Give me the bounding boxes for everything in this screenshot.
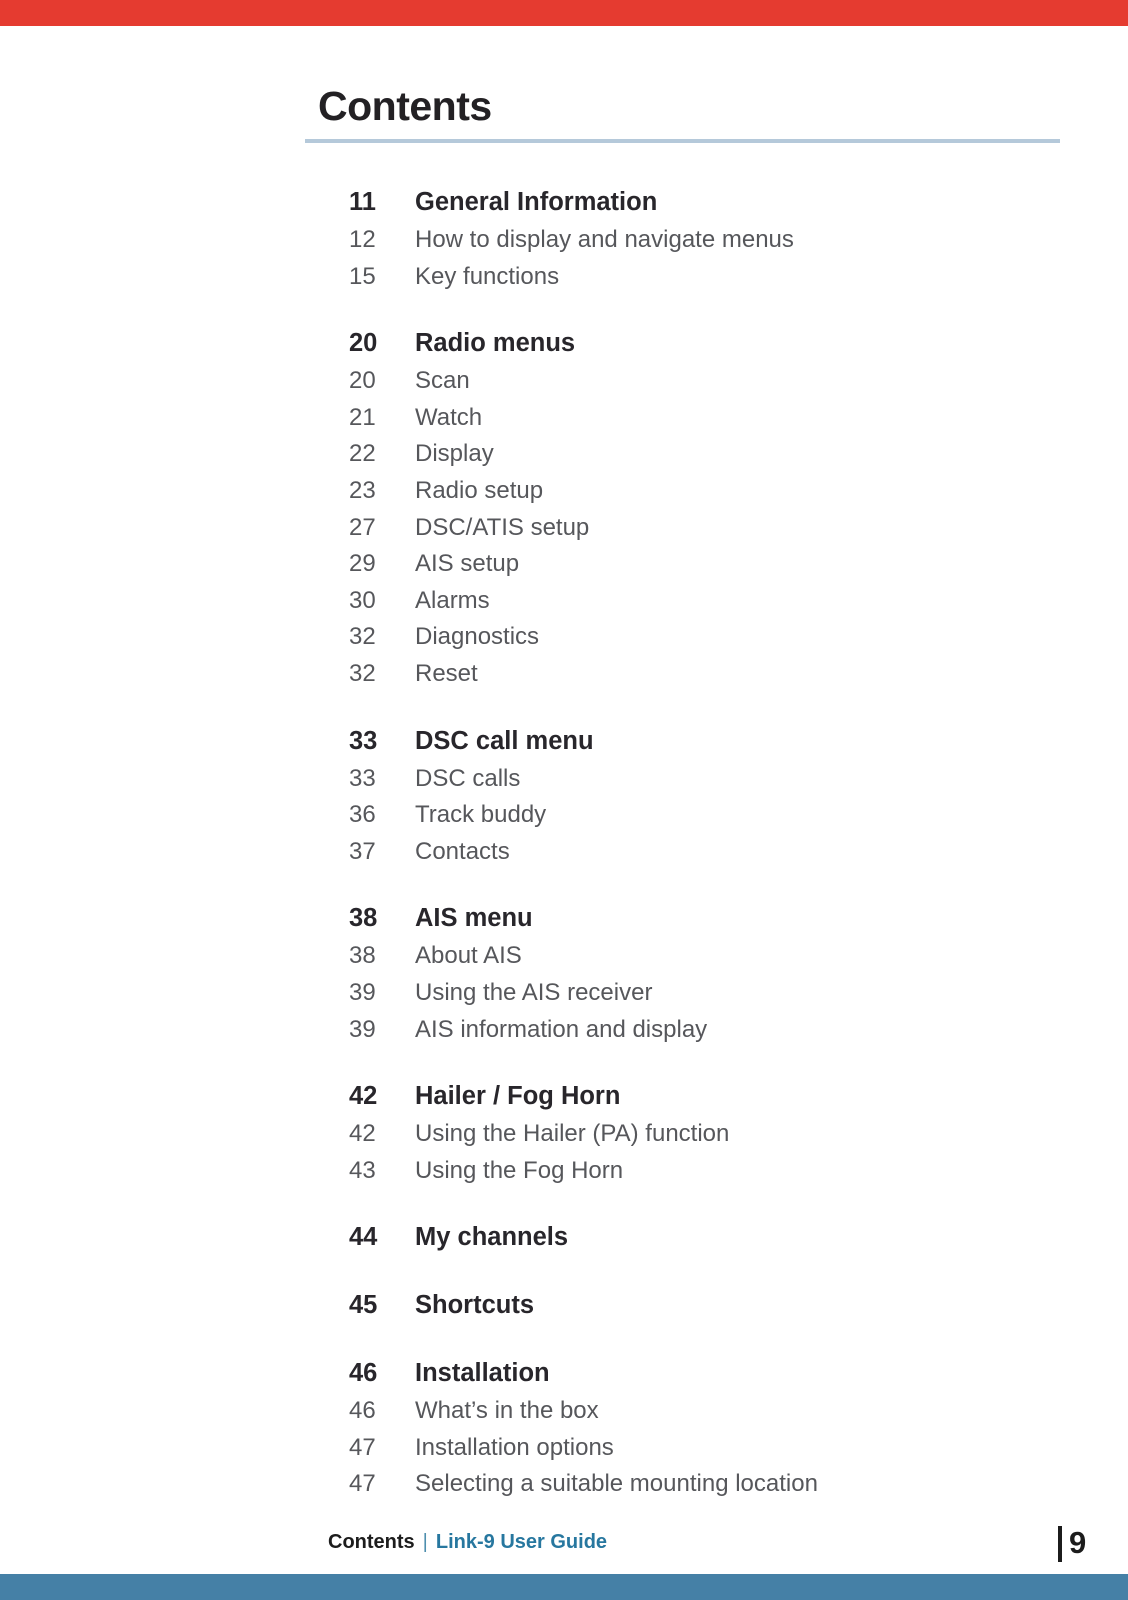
toc-entry-label: General Information bbox=[415, 188, 658, 216]
toc-section bbox=[349, 324, 1069, 692]
toc-page-number: 43 bbox=[349, 1156, 376, 1184]
toc-page-number: 38 bbox=[349, 942, 376, 970]
toc-entry[interactable] bbox=[349, 975, 1069, 1012]
footer-section-label: Contents bbox=[328, 1531, 415, 1553]
toc-page-number: 46 bbox=[349, 1359, 378, 1388]
toc-section-header[interactable] bbox=[349, 183, 1069, 222]
toc-entry-label: Selecting a suitable mounting location bbox=[415, 1470, 818, 1498]
toc-page-number: 36 bbox=[349, 801, 376, 829]
toc-page-number: 42 bbox=[349, 1082, 378, 1111]
toc-page-number: 27 bbox=[349, 513, 376, 541]
toc-entry-label: Installation bbox=[415, 1359, 550, 1388]
toc-page-number: 39 bbox=[349, 978, 376, 1006]
toc-section-header[interactable] bbox=[349, 1077, 1069, 1116]
toc-entry-label: Watch bbox=[415, 403, 483, 431]
toc-entry[interactable] bbox=[349, 400, 1069, 437]
toc-page-number: 21 bbox=[349, 403, 376, 431]
toc-page-number: 15 bbox=[349, 262, 376, 290]
toc-entry[interactable] bbox=[349, 436, 1069, 473]
toc-section-header[interactable] bbox=[349, 324, 1069, 363]
toc-page-number: 22 bbox=[349, 440, 376, 468]
toc-page-number: 20 bbox=[349, 329, 378, 358]
toc-entry[interactable] bbox=[349, 1012, 1069, 1049]
toc-entry[interactable] bbox=[349, 761, 1069, 798]
toc-page-number: 38 bbox=[349, 904, 378, 933]
toc-entry-label: Using the Fog Horn bbox=[415, 1156, 624, 1184]
toc-page-number: 20 bbox=[349, 367, 376, 395]
page-number-bar bbox=[1058, 1526, 1062, 1562]
toc-entry[interactable] bbox=[349, 363, 1069, 400]
page-number-group bbox=[1058, 1526, 1086, 1562]
heading-underline bbox=[305, 139, 1060, 143]
toc-entry[interactable] bbox=[349, 656, 1069, 693]
toc-page-number: 12 bbox=[349, 226, 376, 253]
toc-page-number: 30 bbox=[349, 586, 376, 614]
toc-section-header[interactable] bbox=[349, 1354, 1069, 1393]
toc-page-number: 11 bbox=[349, 188, 376, 216]
toc-entry-label: DSC calls bbox=[415, 764, 521, 792]
toc-entry[interactable] bbox=[349, 1116, 1069, 1153]
toc-section bbox=[349, 899, 1069, 1048]
toc-entry-label: Display bbox=[415, 440, 494, 468]
toc-entry-label: Scan bbox=[415, 367, 470, 395]
toc-entry[interactable] bbox=[349, 834, 1069, 871]
toc-section bbox=[349, 1286, 1069, 1325]
toc-entry[interactable] bbox=[349, 797, 1069, 834]
toc-entry-label: Radio menus bbox=[415, 329, 576, 358]
toc-entry-label: Reset bbox=[415, 659, 478, 687]
toc-entry-label: Contacts bbox=[415, 837, 510, 865]
toc-entry-label: Diagnostics bbox=[415, 623, 540, 651]
toc-section-header[interactable] bbox=[349, 1218, 1069, 1257]
toc-section bbox=[349, 1077, 1069, 1189]
toc-entry[interactable] bbox=[349, 473, 1069, 510]
toc-entry-label: Shortcuts bbox=[415, 1291, 535, 1320]
toc-entry[interactable] bbox=[349, 1153, 1069, 1190]
top-bleed-bar bbox=[0, 0, 1128, 26]
page-title: Contents bbox=[318, 83, 492, 129]
toc-page-number: 42 bbox=[349, 1120, 376, 1148]
toc-entry[interactable] bbox=[349, 546, 1069, 583]
footer-separator: | bbox=[422, 1531, 428, 1553]
toc-page-number: 46 bbox=[349, 1397, 376, 1425]
toc-section bbox=[349, 183, 1069, 295]
toc-page-number: 32 bbox=[349, 623, 376, 651]
bottom-bleed-bar bbox=[0, 1574, 1128, 1600]
toc-page-number: 33 bbox=[349, 726, 378, 755]
toc-page-number: 45 bbox=[349, 1291, 378, 1320]
toc-page-number: 44 bbox=[349, 1223, 378, 1252]
toc-entry[interactable] bbox=[349, 1393, 1069, 1430]
toc-entry-label: Installation options bbox=[415, 1433, 614, 1461]
toc-page-number: 33 bbox=[349, 764, 376, 792]
toc-section-header[interactable] bbox=[349, 1286, 1069, 1325]
toc bbox=[349, 183, 1069, 1503]
toc-section bbox=[349, 1218, 1069, 1257]
toc-entry[interactable] bbox=[349, 938, 1069, 975]
toc-entry[interactable] bbox=[349, 1430, 1069, 1467]
toc-page-number: 29 bbox=[349, 550, 376, 578]
toc-entry-label: How to display and navigate menus bbox=[415, 226, 794, 253]
toc-entry-label: AIS menu bbox=[415, 904, 533, 933]
toc-entry-label: Track buddy bbox=[415, 801, 547, 829]
toc-entry[interactable] bbox=[349, 510, 1069, 547]
toc-entry-label: AIS setup bbox=[415, 550, 520, 578]
toc-page-number: 47 bbox=[349, 1433, 376, 1461]
toc-page-number: 37 bbox=[349, 837, 376, 865]
toc-entry-label: Key functions bbox=[415, 262, 560, 290]
footer bbox=[328, 1531, 607, 1554]
toc-page-number: 23 bbox=[349, 476, 376, 504]
toc-section bbox=[349, 1354, 1069, 1503]
toc-entry-label: Using the AIS receiver bbox=[415, 978, 653, 1006]
toc-entry[interactable] bbox=[349, 259, 1069, 296]
toc-section-header[interactable] bbox=[349, 899, 1069, 938]
toc-page-number: 39 bbox=[349, 1015, 376, 1043]
toc-entry[interactable] bbox=[349, 619, 1069, 656]
toc-page-number: 32 bbox=[349, 659, 376, 687]
toc-entry-label: DSC/ATIS setup bbox=[415, 513, 590, 541]
toc-entry[interactable] bbox=[349, 583, 1069, 620]
toc-entry-label: Radio setup bbox=[415, 476, 544, 504]
toc-entry-label: AIS information and display bbox=[415, 1015, 708, 1043]
toc-entry-label: What’s in the box bbox=[415, 1397, 599, 1425]
toc-page-number: 47 bbox=[349, 1470, 376, 1498]
toc-entry-label: DSC call menu bbox=[415, 726, 594, 755]
footer-guide-link[interactable]: Link-9 User Guide bbox=[435, 1531, 608, 1553]
toc-section-header[interactable] bbox=[349, 722, 1069, 761]
toc-section bbox=[349, 722, 1069, 871]
toc-entry-label: Alarms bbox=[415, 586, 490, 614]
toc-entry-label: My channels bbox=[415, 1223, 569, 1252]
toc-entry-label: Using the Hailer (PA) function bbox=[415, 1120, 730, 1148]
toc-entry-label: Hailer / Fog Horn bbox=[415, 1082, 621, 1111]
toc-entry-label: About AIS bbox=[415, 942, 522, 970]
toc-entry[interactable] bbox=[349, 1466, 1069, 1503]
toc-entry[interactable] bbox=[349, 222, 1069, 259]
page-number: 9 bbox=[1069, 1525, 1087, 1560]
